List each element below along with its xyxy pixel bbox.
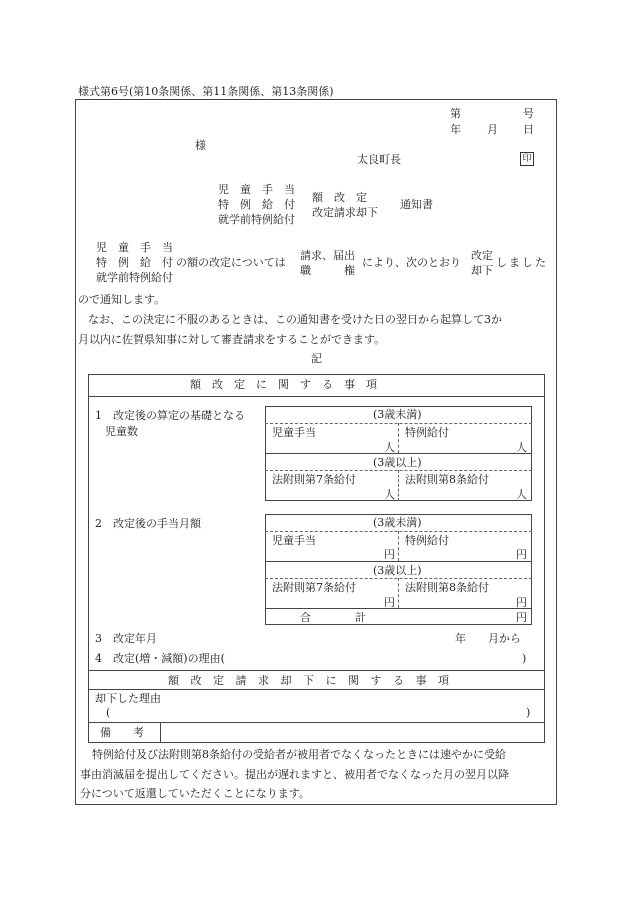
item1-divider-2 (265, 453, 532, 454)
section1-rule (88, 396, 545, 397)
date-month: 月 (487, 123, 498, 136)
seal-mark: 印 (520, 152, 534, 166)
addressee-suffix: 様 (195, 139, 206, 152)
remarks-label: 備 考 (100, 726, 144, 739)
item1-under3: (3歳未満) (373, 408, 422, 421)
item2-jidou-unit: 円 (384, 548, 395, 561)
heading-allowance-3: 就学前特例給付 (218, 213, 295, 226)
body-result-2: 却下 (471, 264, 493, 277)
item1-divider-v1 (398, 423, 399, 453)
item1-label-line1: 1 改定後の算定の基礎となる (95, 409, 245, 422)
item1-label-line2: 児童数 (105, 425, 138, 438)
appeal-line-2: 月以内に佐賀県知事に対して審査請求をすることができます。 (78, 333, 386, 346)
footer-line-2: 事由消滅届を提出してください。提出が遅れますと、被用者でなくなった月の翌月以降 (80, 768, 509, 781)
item2-under3: (3歳未満) (373, 516, 422, 529)
section2-top-rule (88, 670, 545, 671)
rejection-label: 却下した理由 (95, 692, 161, 705)
item2-tokurei-unit: 円 (516, 548, 527, 561)
section2-bottom-rule (88, 689, 545, 690)
item1-divider-v2 (398, 470, 399, 501)
item2-art7-label: 法附則第7条給付 (272, 581, 356, 594)
body-allowance-1: 児 童 手 当 (96, 241, 173, 254)
heading-suffix: 通知書 (400, 198, 433, 211)
remarks-rule (88, 722, 545, 723)
item2-art8-label: 法附則第8条給付 (405, 581, 489, 594)
heading-allowance-1: 児 童 手 当 (218, 183, 295, 196)
item4-close: ) (522, 652, 527, 665)
item2-total-rule (265, 608, 532, 609)
rejection-close: ) (526, 706, 531, 719)
remarks-divider (160, 722, 161, 743)
item1-over3: (3歳以上) (373, 456, 422, 469)
footer-line-3: 分について返還していただくことになります。 (80, 787, 310, 800)
body-allowance-3: 就学前特例給付 (96, 271, 173, 284)
item3-label: 3 改定年月 (95, 632, 157, 645)
rejection-open: ( (106, 706, 111, 719)
body-allowance-2: 特 例 給 付 (96, 256, 173, 269)
item2-over3: (3歳以上) (373, 564, 422, 577)
item1-art7-unit: 人 (384, 488, 395, 501)
item2-divider-2 (265, 561, 532, 562)
body-request-2: 職 権 (300, 264, 355, 277)
date-day: 日 (523, 123, 534, 136)
body-phrase-1: の額の改定については (176, 256, 286, 269)
section1-title: 額 改 定 に 関 す る 事 項 (190, 378, 377, 391)
body-result-1: 改定 (471, 249, 493, 262)
date-year: 年 (450, 123, 461, 136)
number-dai: 第 (450, 107, 461, 120)
item2-art7-unit: 円 (384, 596, 395, 609)
item2-total-label: 合 計 (300, 611, 366, 624)
item1-jidou-unit: 人 (384, 441, 395, 454)
heading-kind-2: 改定請求却下 (312, 206, 378, 219)
item1-tokurei-unit: 人 (516, 441, 527, 454)
item2-art8-unit: 円 (516, 596, 527, 609)
item1-art7-label: 法附則第7条給付 (272, 473, 356, 486)
item1-tokurei-label: 特例給付 (405, 426, 449, 439)
heading-allowance-2: 特 例 給 付 (218, 198, 295, 211)
item1-art8-label: 法附則第8条給付 (405, 473, 489, 486)
item1-art8-unit: 人 (516, 488, 527, 501)
body-phrase-2: により、次のとおり (362, 256, 461, 269)
item2-divider-v2 (398, 578, 399, 608)
item3-value: 年 月から (455, 632, 521, 645)
item2-jidou-label: 児童手当 (272, 534, 316, 547)
footer-line-1: 特例給付及び法附則第8条給付の受給者が被用者でなくなったときには速やかに受給 (92, 748, 506, 761)
item4-label: 4 改定(増・減額)の理由( (95, 652, 225, 665)
section2-title: 額 改 定 請 求 却 下 に 関 す る 事 項 (168, 674, 453, 687)
appeal-line-1: なお、この決定に不服のあるときは、この通知書を受けた日の翌日から起算して3か (88, 313, 502, 326)
form-title: 様式第6号(第10条関係、第11条関係、第13条関係) (78, 85, 334, 98)
body-request-1: 請求、届出 (300, 249, 355, 262)
item2-label: 2 改定後の手当月額 (95, 517, 201, 530)
issuer: 太良町長 (357, 153, 401, 166)
body-line-2: ので通知します。 (78, 293, 166, 306)
heading-kind-1: 額 改 定 (312, 191, 367, 204)
ki-heading: 記 (311, 352, 322, 365)
item2-divider-v1 (398, 531, 399, 561)
number-go: 号 (523, 107, 534, 120)
body-phrase-3: しました (496, 256, 548, 269)
item2-tokurei-label: 特例給付 (405, 534, 449, 547)
item1-jidou-label: 児童手当 (272, 426, 316, 439)
item2-total-unit: 円 (516, 611, 527, 624)
